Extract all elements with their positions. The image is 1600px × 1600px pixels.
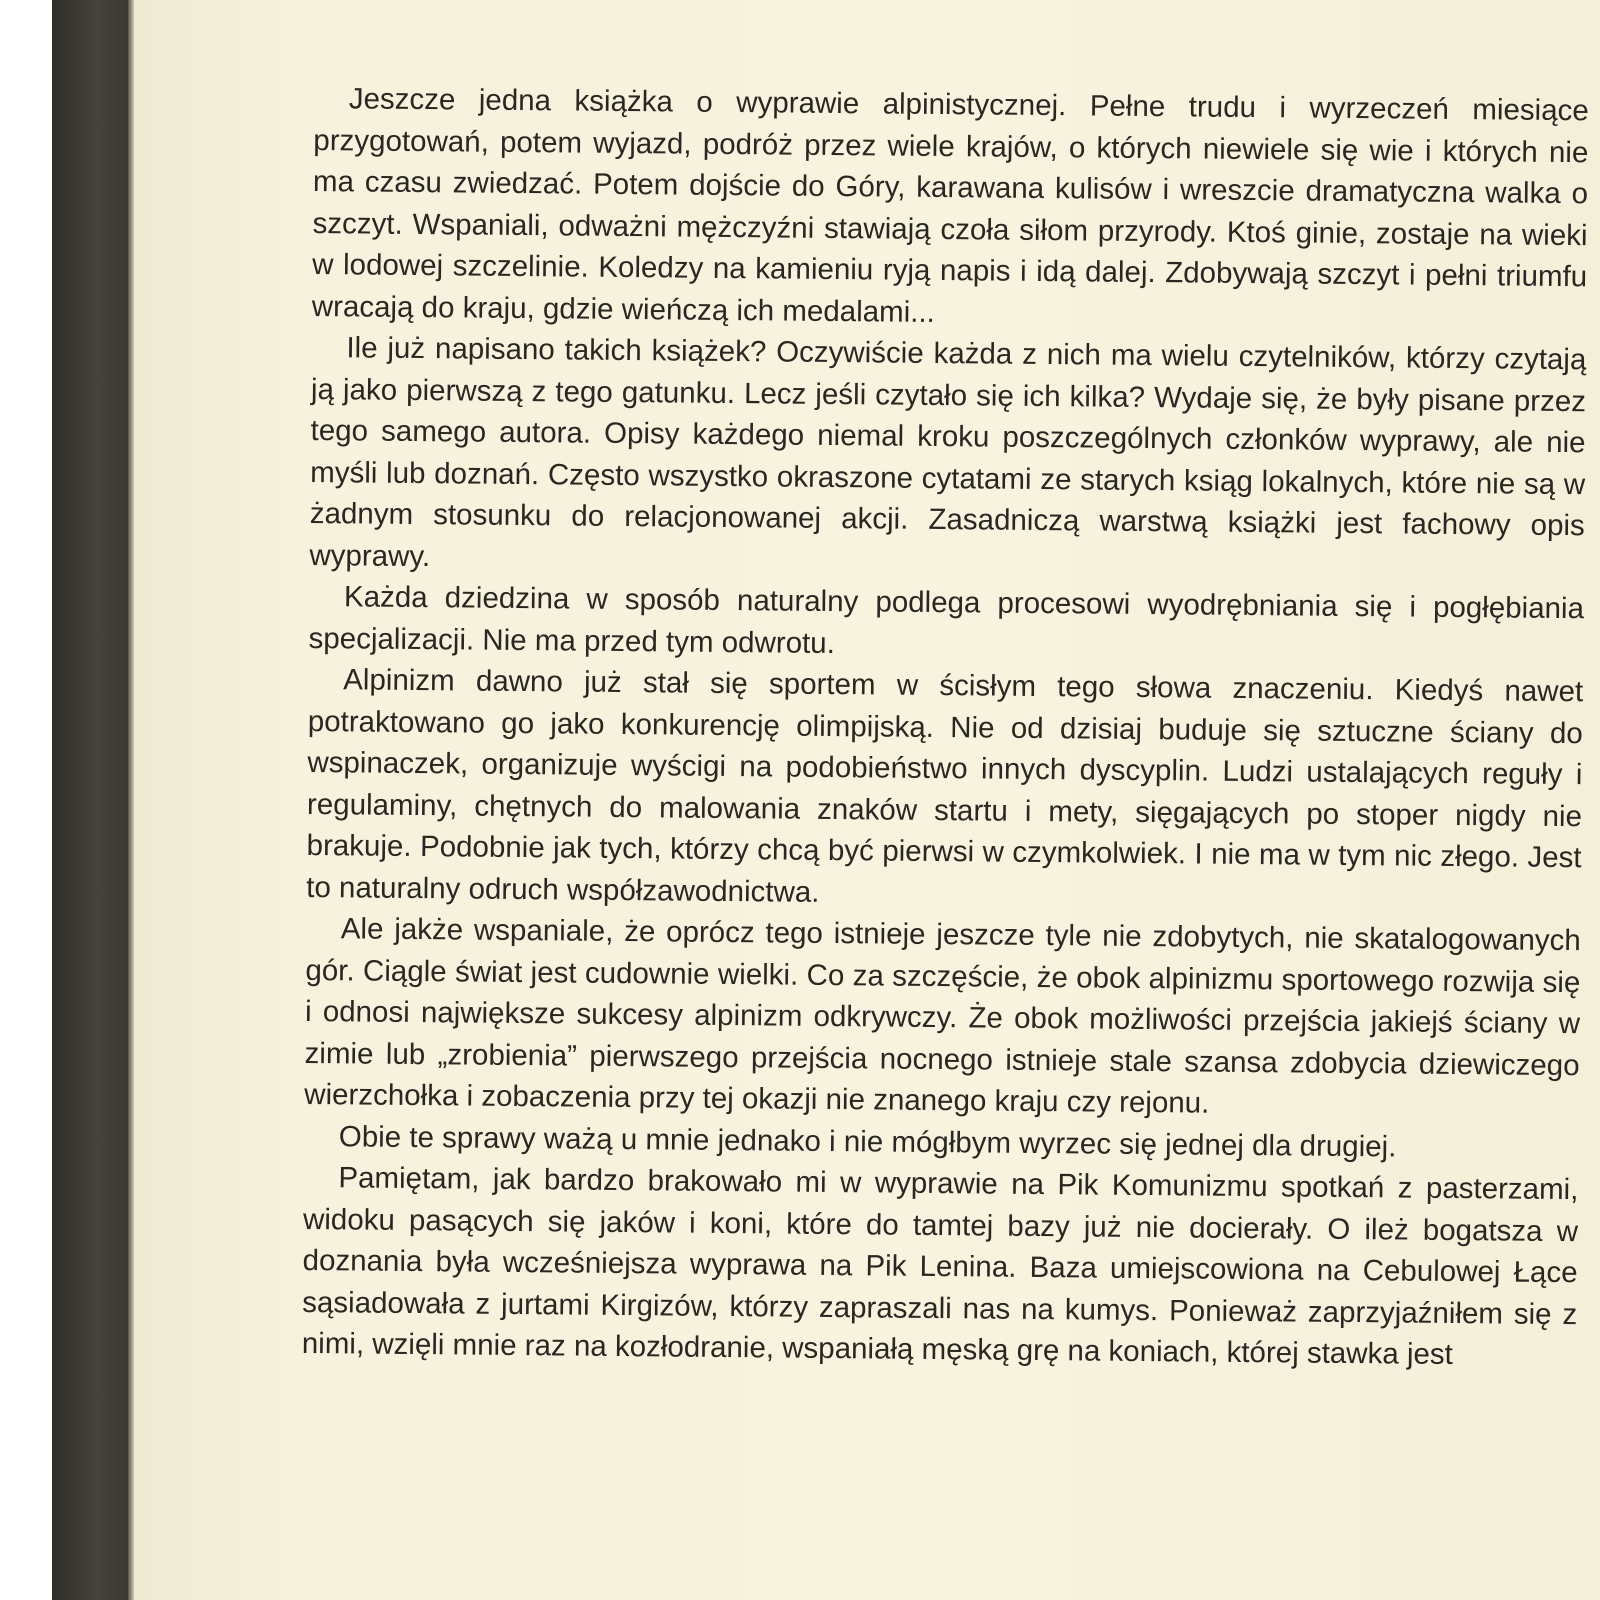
paragraph: Ale jakże wspaniale, że oprócz tego istnieje jeszcze tyle nie zdobytych, nie skatalogowanych gór. Ciągle świat jest cudownie wielki. Co za szczęście, że obok alpinizmu sportowego rozwija się i odnosi największe sukcesy alpinizm odkrywczy. Że obok możliwości przejścia jakiejś ściany w zimie lub „zrobienia” pierwszego przejścia nocnego istnieje stale szansa zdobycia dziewiczego wierzchołka i zobaczenia przy tej okazji nie znanego kraju czy rejonu. [304,912,1581,1120]
paragraph: Alpinizm dawno już stał się sportem w ścisłym tego słowa znaczeniu. Kiedyś nawet potraktowano go jako konkurencję olimpijską. Nie od dzisiaj buduje się sztuczne ściany do wspinaczek, organizuje wyścigi na podobieństwo innych dyscyplin. Ludzi ustalających reguły i regulaminy, chętnych do malowania znaków startu i mety, sięgających po stoper nigdy nie brakuje. Podobnie jak tych, którzy chcą być pierwsi w czymkolwiek. I nie ma w tym nic złego. Jest to naturalny odruch współzawodnictwa. [306,663,1584,909]
paragraph: Pamiętam, jak bardzo brakowało mi w wyprawie na Pik Komunizmu spotkań z pasterzami, widoku pasących się jaków i koni, które do tamtej bazy już nie docierały. O ileż bogatsza w doznania była wcześniejsza wyprawa na Pik Lenina. Baza umiejscowiona na Cebulowej Łące sąsiadowała z jurtami Kirgizów, którzy zapraszali nas na kumys. Ponieważ zaprzyjaźniłem się z nimi, wzięli mnie raz na kozłodranie, wspaniałą męską grę na koniach, której stawka jest [301,1161,1579,1371]
paragraph: Obie te sprawy ważą u mnie jednako i nie mógłbym wyrzec się jednej dla drugiej. [338,1119,1397,1163]
book-spine [52,0,132,1600]
paragraph: Jeszcze jedna książka o wyprawie alpinistycznej. Pełne trudu i wyrzeczeń miesiące przygotowań, potem wyjazd, podróż przez wiele krajów, o których niewiele się wie i których nie ma czasu zwiedzać. Potem dojście do Góry, karawana kulisów i wreszcie dramatyczna walka o szczyt. Wspaniali, odważni mężczyźni stawiają czoła siłom przyrody. Ktoś ginie, zostaje na wieki w lodowej szczelinie. Koledzy na kamieniu ryją napis i idą dalej. Zdobywają szczyt i pełni triumfu wracają do kraju, gdzie wieńczą ich medalami... [311,82,1589,329]
book-page [134,0,1600,1600]
paragraph: Ile już napisano takich książek? Oczywiście każda z nich ma wielu czytelników, którzy czytają ją jako pierwszą z tego gatunku. Lecz jeśli czytało się ich kilka? Wydaje się, że były pisane przez tego samego autora. Opisy każdego niemal kroku poszczególnych członków wyprawy, ale nie myśli lub doznań. Często wszystko okraszone cytatami ze starych ksiąg lokalnych, które nie są w żadnym stosunku do relacjonowanej akcji. Zasadniczą warstwą książki jest fachowy opis wyprawy. [309,331,1587,573]
paragraph: Każda dziedzina w sposób naturalny podlega procesowi wyodrębniania się i pogłębiania specjalizacji. Nie ma przed tym odwrotu. [308,580,1585,660]
page-text [302,78,1589,1377]
